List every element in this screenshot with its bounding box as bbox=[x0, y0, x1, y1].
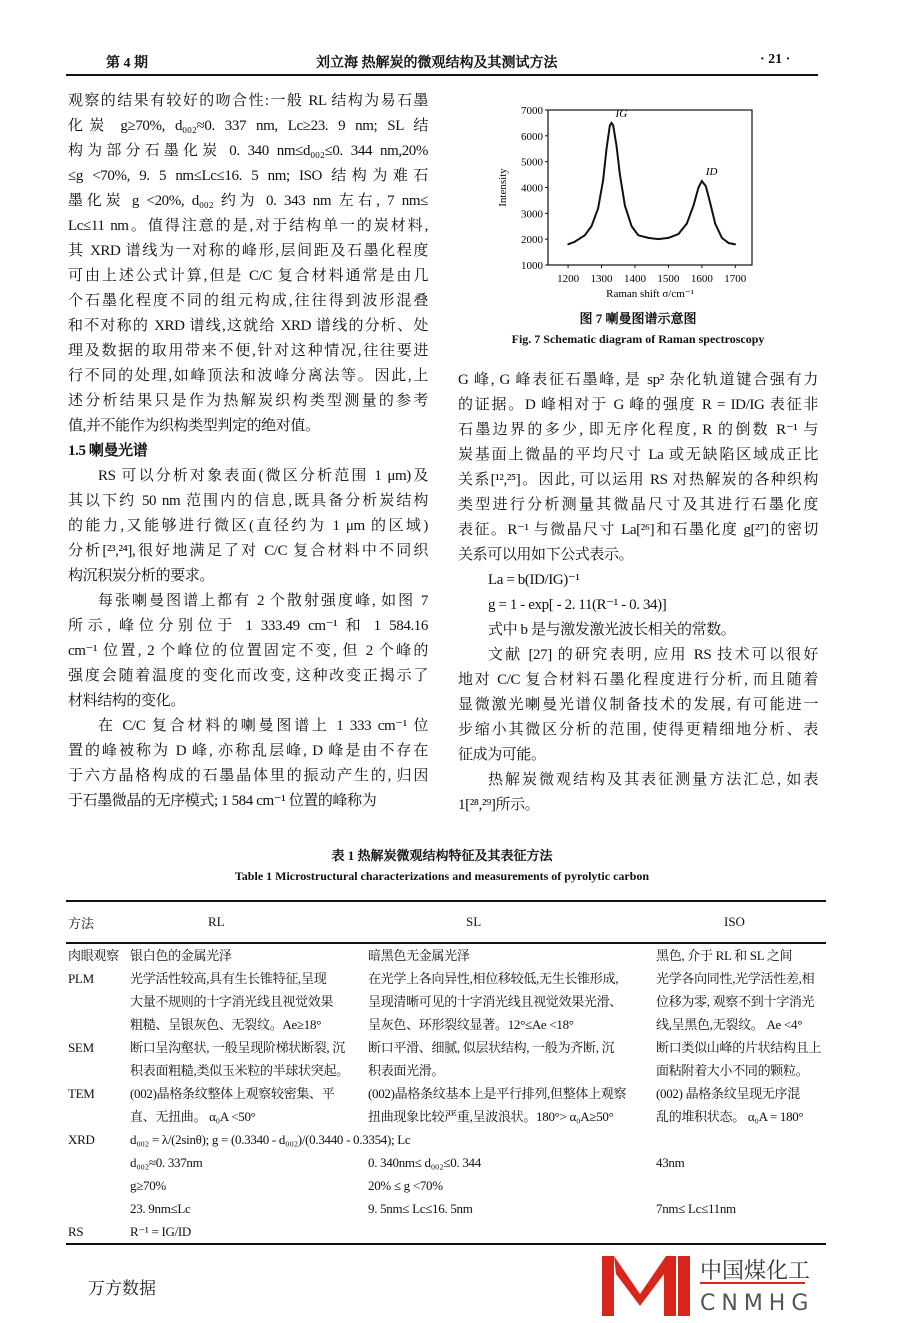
text-line: 可由上述公式计算,但是 C/C 复合材料通常是由几 bbox=[68, 268, 428, 284]
data-point bbox=[624, 205, 626, 207]
table-cell bbox=[654, 1128, 826, 1220]
text-line: 所示, 峰位分别位于 1 333.49 cm⁻¹ 和 1 584.16 bbox=[68, 618, 428, 634]
cnmhg-watermark bbox=[600, 1254, 810, 1318]
cell-line: (002)晶格条纹基本上是平行排列,但整体上观察 bbox=[368, 1086, 627, 1101]
text-line: 述分析结果只是作为热解炭织构类型测量的参考 bbox=[68, 393, 428, 409]
table-cell bbox=[654, 943, 826, 967]
cell-line bbox=[368, 1128, 652, 1151]
table-row bbox=[66, 1082, 826, 1128]
text-line: 于石墨微晶的无序模式; 1 584 cm⁻¹ 位置的峰称为 bbox=[68, 793, 377, 809]
text-line: 构为部分石墨化炭 0. 340 nm≤d₀₀₂≤0. 344 nm,20% bbox=[68, 143, 428, 159]
formula: 式中 b 是与激发激光波长相关的常数。 bbox=[488, 622, 736, 638]
data-point bbox=[602, 179, 604, 181]
paragraph bbox=[458, 768, 818, 818]
text-line: 构沉积炭分析的要求。 bbox=[68, 568, 215, 584]
text-line: 步缩小其微区分析的范围, 使得更精细地分析、表 bbox=[458, 722, 818, 738]
data-point bbox=[567, 244, 569, 246]
cell-line: 扭曲现象比较严重,呈波浪状。180°> α₀A≥50° bbox=[368, 1109, 614, 1124]
data-point bbox=[612, 125, 614, 127]
text-line: 每张喇曼图谱上都有 2 个散射强度峰, 如图 7 bbox=[98, 593, 428, 609]
cell-line: 光学各向同性,光学活性差,相 bbox=[656, 971, 815, 986]
x-tick-label: 1400 bbox=[623, 273, 646, 285]
text-line: 显微激光喇曼光谱仪制备技术的发展, 有可能进一 bbox=[458, 697, 818, 713]
header-method: 方法 bbox=[66, 901, 128, 943]
right-column bbox=[458, 368, 818, 818]
footer-watermark: 万方数据 bbox=[88, 1279, 156, 1299]
table-cell bbox=[366, 1220, 654, 1244]
figure-caption-cn: 图 7 喇曼图谱示意图 bbox=[579, 311, 697, 326]
svg-text:CNMHG: CNMHG bbox=[700, 1291, 810, 1316]
table-row bbox=[66, 1128, 826, 1220]
x-tick-label: 1500 bbox=[657, 273, 680, 285]
text-line: 类型进行分析测量其微晶尺寸及其进行石墨化度 bbox=[458, 497, 818, 513]
cell-line: 银白色的金属光泽 bbox=[130, 948, 232, 963]
method-cell: TEM bbox=[68, 1086, 95, 1101]
text-line: G 峰, G 峰表征石墨峰, 是 sp² 杂化轨道键合强有力 bbox=[458, 372, 818, 388]
cell-line: (002)晶格条纹整体上观察较密集、平 bbox=[130, 1086, 335, 1101]
text-line: 化炭 g≥70%, d₀₀₂≈0. 337 nm, Lc≥23. 9 nm; SL 结 bbox=[68, 118, 428, 134]
y-tick-label: 6000 bbox=[521, 130, 543, 143]
cell-line: 9. 5nm≤ Lc≤16. 5nm bbox=[368, 1201, 473, 1216]
text-line: 石墨边界的多少, 即无序化程度, R 的倒数 R⁻¹ 与 bbox=[458, 422, 818, 438]
data-point bbox=[728, 242, 730, 244]
cell-line: 大量不规则的十字消光线且视觉效果 bbox=[130, 994, 334, 1009]
y-tick-label: 1000 bbox=[521, 260, 543, 272]
x-axis-label: Raman shift σ/cm⁻¹ bbox=[606, 288, 694, 300]
data-point bbox=[714, 223, 716, 225]
data-point bbox=[616, 145, 618, 147]
header-iso: ISO bbox=[654, 901, 826, 943]
formula: La = b(ID/IG)⁻¹ bbox=[488, 572, 580, 588]
data-point bbox=[693, 205, 695, 207]
table-cell bbox=[128, 967, 366, 1036]
data-point bbox=[709, 202, 711, 204]
table-cell bbox=[366, 967, 654, 1036]
text-line: RS 可以分析对象表面(微区分析范围 1 μm)及 bbox=[98, 468, 428, 484]
cell-line: 直、无扭曲。 α₀A <50° bbox=[130, 1109, 256, 1124]
x-tick-label: 1300 bbox=[590, 273, 613, 285]
table-cell bbox=[654, 1082, 826, 1128]
text-line: 其以下约 50 nm 范围内的信息,既具备分析炭结构 bbox=[68, 493, 428, 509]
cell-line: R⁻¹ = IG/ID bbox=[130, 1224, 192, 1239]
data-point bbox=[591, 225, 593, 227]
data-point bbox=[658, 238, 660, 240]
text-line: 强度会随着温度的变化而改变, 这种改变正揭示了 bbox=[68, 668, 428, 684]
cell-line: 积表面光滑。 bbox=[368, 1063, 445, 1078]
x-tick-label: 1600 bbox=[690, 273, 713, 285]
data-point bbox=[701, 180, 703, 182]
text-line: 值,并不能作为织构类型判定的绝对值。 bbox=[68, 418, 320, 434]
cell-line: 0. 340nm≤ d₀₀₂≤0. 344 bbox=[368, 1155, 481, 1170]
text-line: 关系[¹²,²⁵]。因此, 可以运用 RS 对热解炭的各种织构 bbox=[458, 472, 818, 488]
cell-line: 积表面粗糙,类似玉米粒的半球状突起。 bbox=[130, 1063, 349, 1078]
text-line: 炭基面上微晶的平均尺寸 La 或无缺陷区域成正比 bbox=[458, 447, 818, 463]
table-cell bbox=[366, 943, 654, 967]
cell-line: 黑色, 介于 RL 和 SL 之间 bbox=[656, 948, 793, 963]
text-line: 个石墨化程度不同的组元构成,往往得到波形混叠 bbox=[68, 293, 428, 309]
formula: g = 1 - exp[ - 2. 11(R⁻¹ - 0. 34)] bbox=[488, 597, 667, 613]
peak-label: ID bbox=[705, 166, 718, 179]
method-cell: PLM bbox=[68, 971, 94, 986]
cell-line: 暗黑色无金属光泽 bbox=[368, 948, 470, 963]
cell-line: 断口类似山峰的片状结构且上 bbox=[656, 1040, 822, 1055]
data-point bbox=[686, 223, 688, 225]
microstructure-table bbox=[66, 900, 826, 1245]
paragraph bbox=[68, 714, 428, 814]
header-rule bbox=[66, 74, 818, 76]
cnmhg-logo bbox=[600, 1254, 810, 1318]
cell-line: 7nm≤ Lc≤11nm bbox=[656, 1201, 736, 1216]
paragraph bbox=[68, 464, 428, 589]
data-point bbox=[698, 187, 700, 189]
text-line: 的能力,又能够进行微区(直径约为 1 μm 的区域) bbox=[68, 518, 428, 534]
table-cell bbox=[128, 1220, 366, 1244]
svg-text:中国煤化工: 中国煤化工 bbox=[700, 1259, 810, 1284]
y-tick-label: 2000 bbox=[521, 234, 543, 247]
y-tick-label: 5000 bbox=[521, 156, 543, 169]
cell-line: g≥70% bbox=[130, 1178, 166, 1193]
text-line: 关系可以用如下公式表示。 bbox=[458, 547, 634, 563]
text-line: ≤g <70%, 9. 5 nm≤Lc≤16. 5 nm; ISO 结构为难石 bbox=[68, 168, 428, 184]
cell-line: 43nm bbox=[656, 1155, 685, 1170]
text-line: 文献 [27] 的研究表明, 应用 RS 技术可以很好 bbox=[488, 647, 818, 663]
data-point bbox=[609, 125, 611, 127]
text-line: 征成为可能。 bbox=[458, 747, 546, 763]
cell-line: 20% ≤ g <70% bbox=[368, 1178, 443, 1193]
table-cell bbox=[366, 1036, 654, 1082]
text-line: 于六方晶格构成的石墨晶体里的振动产生的, 归因 bbox=[68, 768, 428, 784]
cell-line: 线,呈黑色,无裂纹。 Ae <4° bbox=[656, 1017, 803, 1032]
table-cell bbox=[654, 1036, 826, 1082]
cell-line: d₀₀₂≈0. 337nm bbox=[130, 1155, 203, 1170]
table-row bbox=[66, 1220, 826, 1244]
data-point bbox=[619, 174, 621, 176]
text-line: 1[²⁸,²⁹]所示。 bbox=[458, 797, 540, 813]
paragraph bbox=[68, 589, 428, 714]
y-tick-label: 3000 bbox=[521, 208, 543, 221]
data-point bbox=[584, 234, 586, 236]
table-row bbox=[66, 1036, 826, 1082]
data-point bbox=[606, 148, 608, 150]
header-rl: RL bbox=[128, 901, 366, 943]
data-point bbox=[637, 234, 639, 236]
cell-line: 面粘附着大小不同的颗粒。 bbox=[656, 1063, 809, 1078]
cell-line: 呈灰色、环形裂纹显著。12°≤Ae <18° bbox=[368, 1017, 574, 1032]
text-line: 热解炭微观结构及其表征测量方法汇总, 如表 bbox=[488, 772, 818, 788]
table-cell bbox=[128, 1082, 366, 1128]
data-point bbox=[734, 244, 736, 246]
text-line: 墨化炭 g <20%, d₀₀₂ 约为 0. 343 nm 左右, 7 nm≤ bbox=[68, 193, 428, 209]
cell-line: 光学活性较高,具有生长锥特征,呈现 bbox=[130, 971, 327, 986]
y-tick-label: 4000 bbox=[521, 182, 543, 195]
data-point bbox=[668, 237, 670, 239]
paragraph bbox=[458, 643, 818, 768]
method-cell: XRD bbox=[68, 1132, 95, 1147]
cell-line bbox=[656, 1128, 824, 1151]
data-point bbox=[721, 237, 723, 239]
page-number: · 21 · bbox=[760, 52, 791, 67]
table-row bbox=[66, 967, 826, 1036]
raman-spectrum-line bbox=[568, 123, 735, 244]
cell-line bbox=[656, 1174, 824, 1197]
data-point bbox=[574, 241, 576, 243]
text-line: 其 XRD 谱线为一对称的峰形,层间距及石墨化程度 bbox=[68, 243, 428, 259]
section-heading: 1.5 喇曼光谱 bbox=[68, 443, 148, 459]
header-sl: SL bbox=[366, 901, 654, 943]
table-cell bbox=[128, 943, 366, 967]
method-cell: SEM bbox=[68, 1040, 94, 1055]
y-axis-label: Intensity bbox=[497, 168, 509, 207]
paragraph bbox=[458, 368, 818, 568]
text-line: 和不对称的 XRD 谱线,这就给 XRD 谱线的分析、处 bbox=[68, 318, 428, 334]
cell-line: 断口呈沟壑状, 一般呈现阶梯状断裂, 沉 bbox=[130, 1040, 346, 1055]
cell-line: 粗糙、呈银灰色、无裂纹。Ae≥18° bbox=[130, 1017, 322, 1032]
cell-line: (002) 晶格条纹呈现无序混 bbox=[656, 1086, 800, 1101]
text-line: 行不同的处理,如峰顶法和波峰分离法等。因此,上 bbox=[68, 368, 428, 384]
cell-line: d₀₀₂ = λ/(2sinθ); g = (0.3340 - d₀₀₂)/(0.3440 - 0.3354); Lc bbox=[130, 1132, 411, 1147]
cell-line bbox=[368, 1220, 652, 1243]
data-point bbox=[597, 207, 599, 209]
running-title: 刘立海 热解炭的微观结构及其测试方法 bbox=[316, 56, 558, 71]
table-caption-en: Table 1 Microstructural characterizations and measurements of pyrolytic carbon bbox=[234, 869, 650, 883]
raman-chart bbox=[490, 100, 790, 300]
y-tick-label: 7000 bbox=[521, 105, 543, 117]
text-line: 观察的结果有较好的吻合性:一般 RL 结构为易石墨 bbox=[68, 93, 428, 109]
cell-line: 23. 9nm≤Lc bbox=[130, 1201, 191, 1216]
data-point bbox=[678, 233, 680, 235]
table-cell bbox=[654, 967, 826, 1036]
text-line: 理及数据的取用带来不便,针对这种情况,往往要进 bbox=[68, 343, 428, 359]
paragraph bbox=[68, 89, 428, 439]
cell-line bbox=[656, 1220, 824, 1243]
method-cell: RS bbox=[66, 1220, 128, 1244]
text-line: 置的峰被称为 D 峰, 亦称乱层峰, D 峰是由不存在 bbox=[68, 743, 428, 759]
data-point bbox=[611, 122, 613, 124]
data-point bbox=[631, 225, 633, 227]
text-line: 的证据。D 峰相对于 G 峰的强度 R = ID/IG 表征非 bbox=[458, 397, 818, 413]
text-line: 分析[²³,²⁴],很好地满足了对 C/C 复合材料中不同织 bbox=[68, 543, 428, 559]
x-tick-label: 1700 bbox=[724, 273, 747, 285]
cell-line: 乱的堆积状态。 α₀A = 180° bbox=[656, 1109, 804, 1124]
table-cell bbox=[654, 1220, 826, 1244]
table-cell bbox=[128, 1036, 366, 1082]
cell-line: 在光学上各向异性,相位移较低,无生长锥形成, bbox=[368, 971, 619, 986]
x-tick-label: 1200 bbox=[557, 273, 580, 285]
text-line: 在 C/C 复合材料的喇曼图谱上 1 333 cm⁻¹ 位 bbox=[98, 718, 428, 734]
text-line: 表征。R⁻¹ 与微晶尺寸 La[²⁶]和石墨化度 g[²⁷]的密切 bbox=[458, 522, 818, 538]
data-point bbox=[705, 185, 707, 187]
left-column bbox=[68, 89, 428, 814]
table-cell bbox=[366, 1082, 654, 1128]
cell-line: 呈现清晰可见的十字消光线且视觉效果光滑、 bbox=[368, 994, 623, 1009]
cell-line: 位移为零, 观察不到十字消光 bbox=[656, 994, 815, 1009]
journal-issue: 第 4 期 bbox=[106, 56, 148, 71]
figure-caption-en: Fig. 7 Schematic diagram of Raman spectroscopy bbox=[511, 332, 765, 346]
plot-frame bbox=[548, 107, 752, 265]
data-point bbox=[648, 237, 650, 239]
text-line: 材料结构的变化。 bbox=[68, 693, 185, 709]
table-caption-cn: 表 1 热解炭微观结构特征及其表征方法 bbox=[331, 848, 553, 863]
text-line: cm⁻¹ 位置, 2 个峰位的位置固定不变, 但 2 个峰的 bbox=[68, 643, 428, 659]
peak-label: IG bbox=[615, 107, 628, 120]
method-cell: 肉眼观察 bbox=[68, 948, 119, 963]
text-line: Lc≤11 nm。值得注意的是,对于结构单一的炭材料, bbox=[68, 218, 428, 234]
table-row bbox=[66, 943, 826, 967]
cell-line: 断口平滑、细腻, 似层状结构, 一般为齐断, 沉 bbox=[368, 1040, 615, 1055]
text-line: 地对 C/C 复合材料石墨化程度进行分析, 而且随着 bbox=[458, 672, 818, 688]
